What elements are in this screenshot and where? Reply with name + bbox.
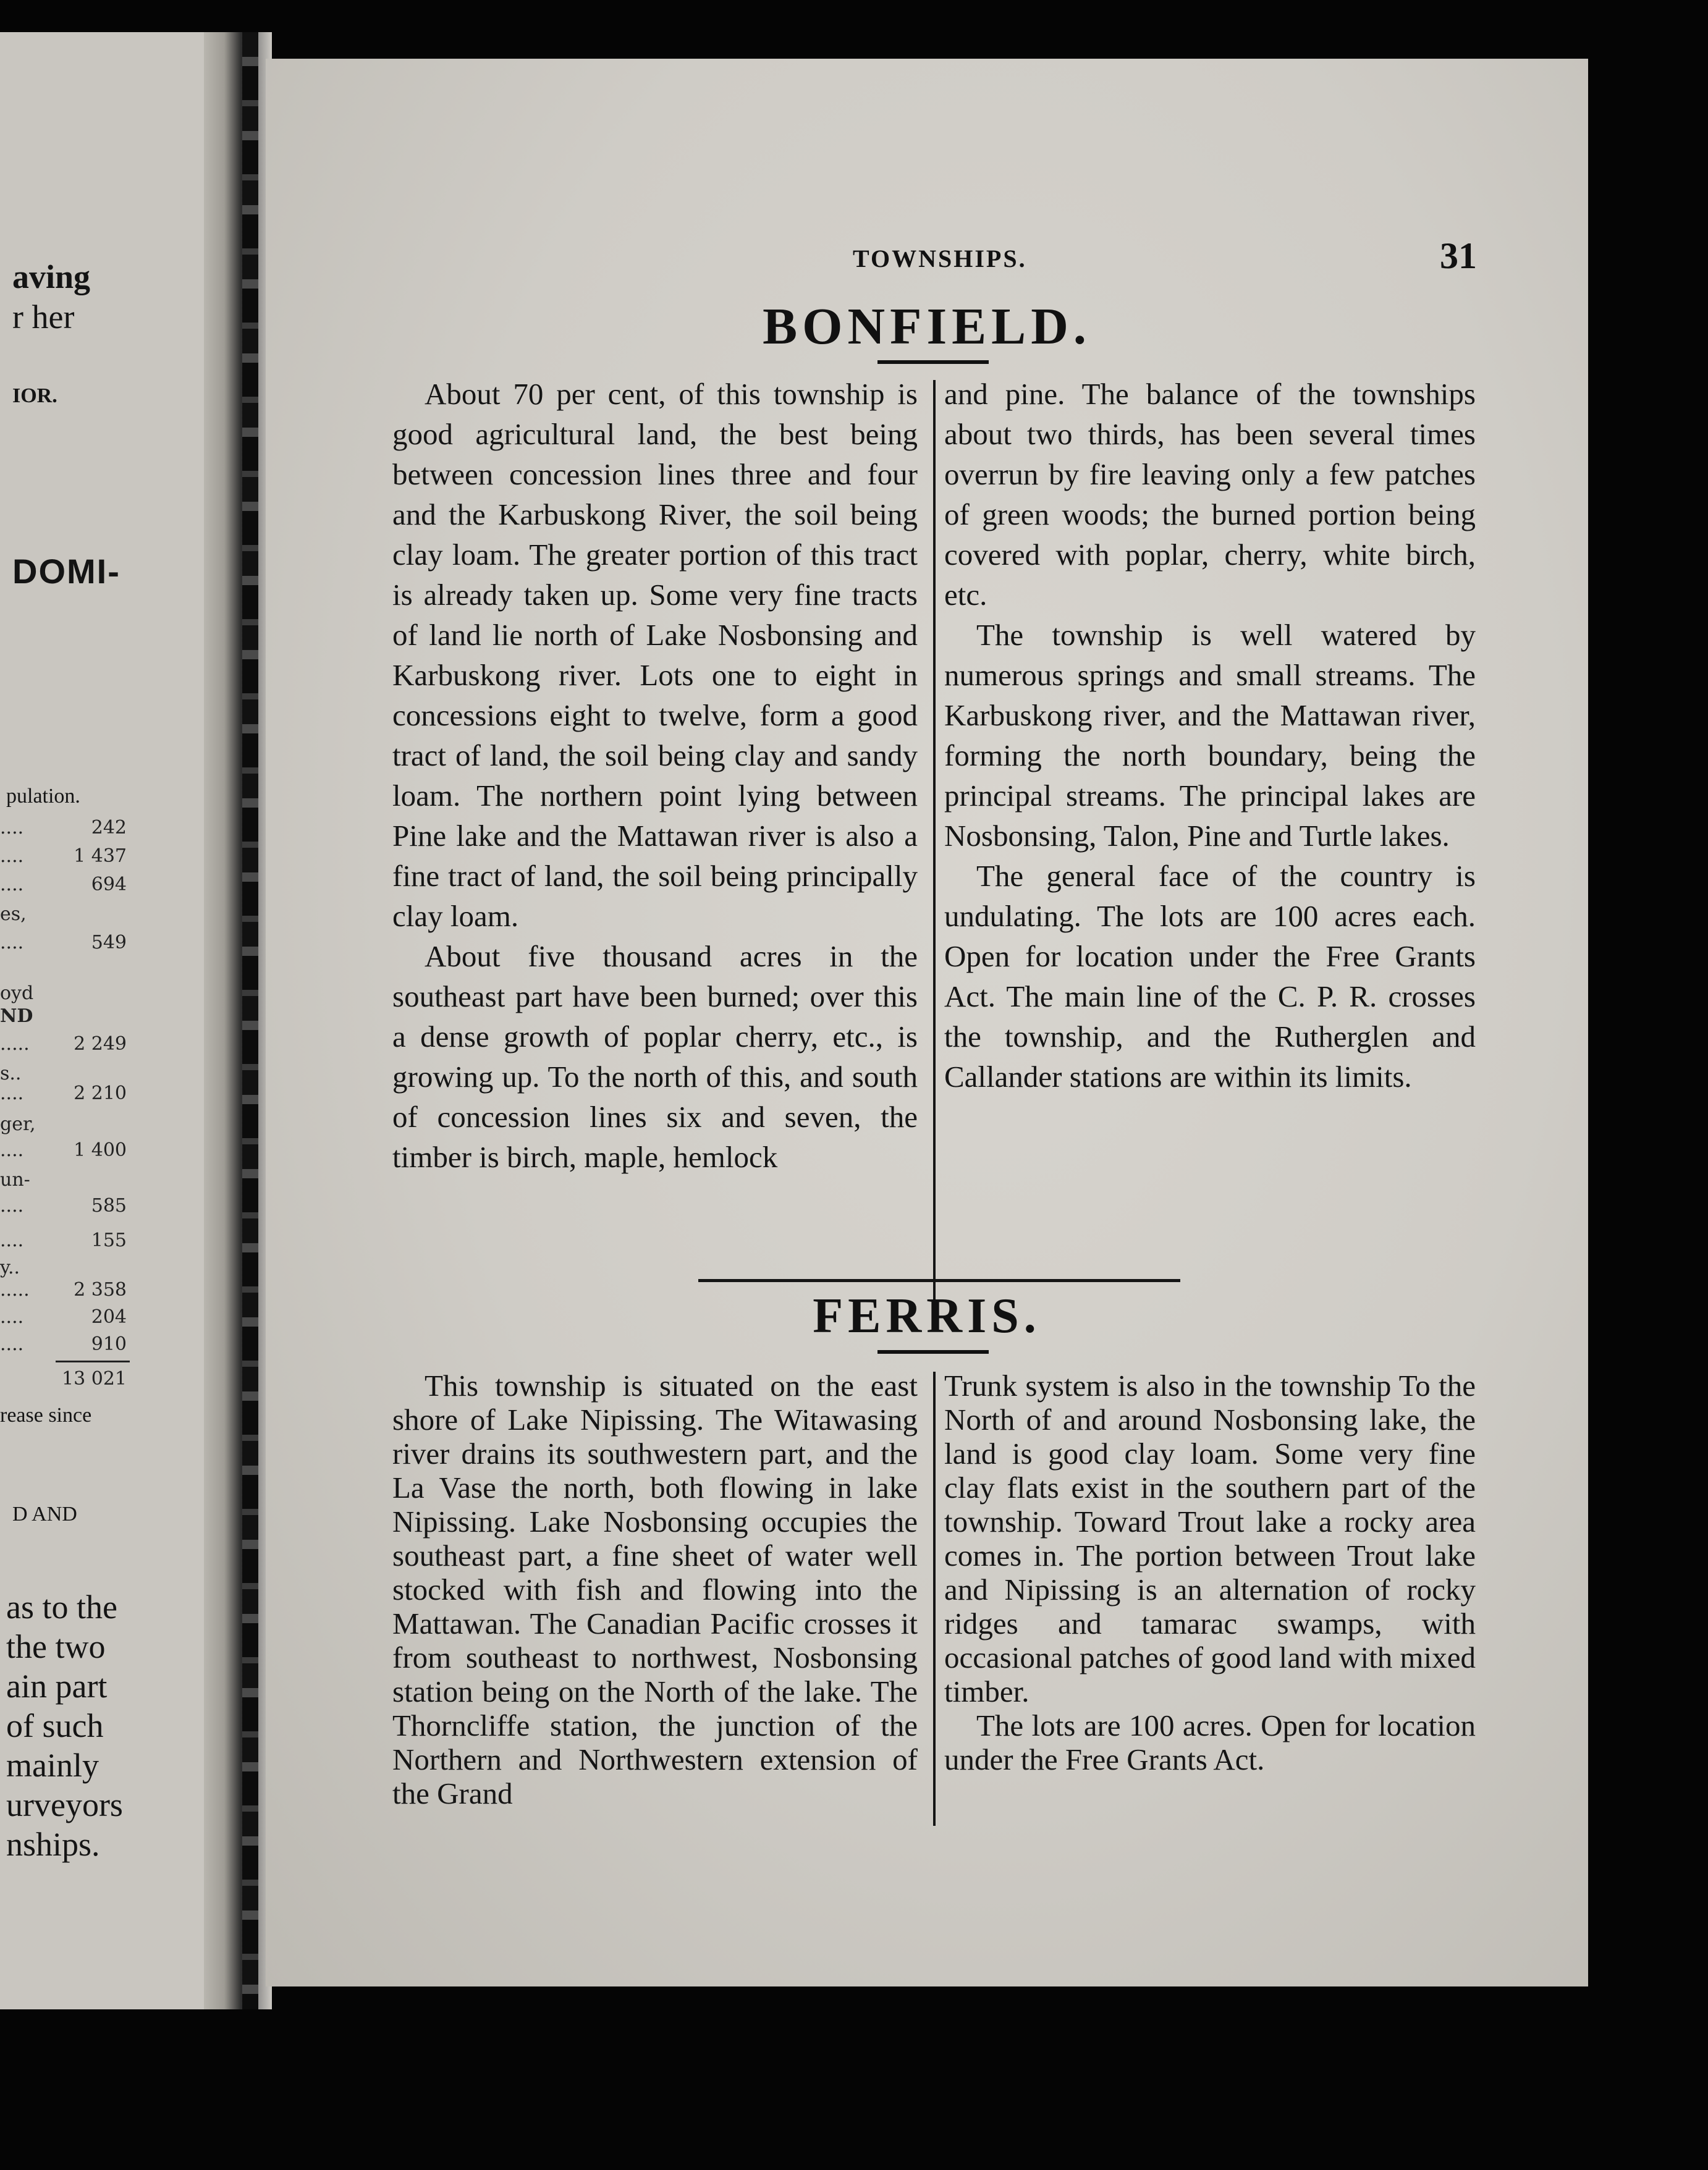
facing-page-fragment: ain part [6,1668,108,1705]
paragraph: This township is situated on the east shore of Lake Nipissing. The Witawasing river drains its southwestern part, and the La Vase the north, both flowing in lake Nipissing. Lake Nosbonsing occupies the southeast part, a fine sheet of water well stocked with fish and flowing into the Mattawan. The Canadian Pacific crosses it from southeast to northwest, Nosbonsing station being on the North of the lake. The Thorncliffe station, the junction of the Northern and Northwestern extension of the Grand [392,1369,918,1810]
facing-page-fragment: pulation. [6,785,80,808]
facing-page-fragment: of such [6,1707,104,1744]
ferris-column-2 [944,1369,1476,1776]
facing-page-heading: DOMI- [12,552,120,591]
figure-label: .... [0,1333,24,1355]
figure-value: 2 358 [74,1279,127,1301]
paragraph: Trunk system is also in the township To the North of and around Nosbonsing lake, the land is good clay loam. Some very fine clay flats exist in the southern part of the township. Toward Trout lake a rocky area comes in. The portion between Trout lake and Nipissing is an alternation of rocky ridges and tamarac swamps, with occasional patches of good land with mixed timber. [944,1369,1476,1708]
paragraph: The general face of the country is undulating. The lots are 100 acres each. Open for location under the Free Grants Act. The main line of the C. P. R. crosses the township, and the Rutherglen and Callander stations are within its limits. [944,859,1476,1094]
running-head: TOWNSHIPS. [853,245,1027,272]
title-rule [877,1350,989,1354]
facing-page-fragment: IOR. [12,384,57,407]
figure-total: 13 021 [62,1368,127,1390]
page-number: 31 [1440,235,1477,276]
figure-label: ND [0,1005,33,1027]
paragraph: and pine. The balance of the townships about two thirds, has been several times overrun by fire leaving only a few patches of green woods; the burned portion being covered with poplar, cherry, white birch, etc. [944,377,1476,612]
figure-label: es, [0,903,27,925]
figure-label: .... [0,845,24,867]
figure-label: .... [0,1139,24,1161]
bonfield-column-2 [944,374,1476,1097]
figure-label: oyd [0,982,34,1004]
title-rule [877,360,989,364]
book-page [266,59,1588,1986]
figure-value: 2 249 [74,1033,127,1055]
figure-label: .... [0,1230,24,1251]
book-binding [204,32,272,2009]
facing-page-fragment: aving [12,258,91,295]
figure-value: 155 [91,1230,127,1251]
figure-value: 2 210 [74,1083,127,1104]
figure-value: 910 [91,1333,127,1355]
figure-label: .... [0,932,24,953]
facing-page-fragment: D AND [12,1503,77,1526]
figure-label: .... [0,1195,24,1217]
figure-label: .... [0,1083,24,1104]
facing-page-figures [0,817,133,1398]
section-title-bonfield: BONFIELD. [763,298,1091,355]
torn-gutter [242,32,258,2009]
facing-page-fragment: the two [6,1628,106,1665]
figure-value: 1 400 [74,1139,127,1161]
sum-rule [56,1361,130,1362]
figure-label: ..... [0,1033,30,1055]
section-divider [698,1279,1180,1282]
paragraph: About five thousand acres in the southeast part have been burned; over this a dense growth of poplar cherry, etc., is growing up. To the north of this, and south of concession lines six and seven, the timber is birch, maple, hemlock [392,939,918,1174]
facing-page-fragment: rease since [0,1404,92,1427]
figure-value: 549 [91,932,127,953]
figure-value: 1 437 [74,845,127,867]
figure-label: un- [0,1169,30,1191]
facing-page-fragment: as to the [6,1589,117,1626]
figure-value: 585 [91,1195,127,1217]
paragraph: About 70 per cent, of this township is good agricultural land, the best being between concession lines three and four and the Karbuskong River, the soil being clay loam. The greater portion of this tract is already taken up. Some very fine tracts of land lie north of Lake Nosbonsing and Karbuskong river. Lots one to eight in concessions eight to twelve, form a good tract of land, the soil being clay and sandy loam. The northern point lying between Pine lake and the Mattawan river is also a fine tract of land, the soil being principally clay loam. [392,377,918,933]
figure-label: s.. [0,1063,22,1084]
ferris-column-1 [392,1369,918,1810]
bonfield-column-1 [392,374,918,1177]
figure-value: 204 [91,1306,127,1328]
facing-page-fragment: r her [12,298,75,336]
figure-label: y.. [0,1257,20,1278]
column-rule [933,380,936,1332]
section-title-ferris: FERRIS. [813,1289,1041,1343]
facing-page-fragment: nships. [6,1826,100,1863]
figure-label: ..... [0,1279,30,1301]
column-rule [933,1372,936,1826]
facing-page-fragment: mainly [6,1747,99,1784]
paragraph: The township is well watered by numerous springs and small streams. The Karbuskong river, and the Mattawan river, forming the north boundary, being the principal streams. The principal lakes are Nosbonsing, Talon, Pine and Turtle lakes. [944,618,1476,853]
facing-page-fragment: urveyors [6,1786,123,1823]
paragraph: The lots are 100 acres. Open for location under the Free Grants Act. [944,1708,1476,1776]
figure-label: .... [0,817,24,838]
figure-value: 694 [91,874,127,895]
figure-value: 242 [91,817,127,838]
figure-label: .... [0,874,24,895]
figure-label: ger, [0,1113,36,1135]
figure-label: .... [0,1306,24,1328]
